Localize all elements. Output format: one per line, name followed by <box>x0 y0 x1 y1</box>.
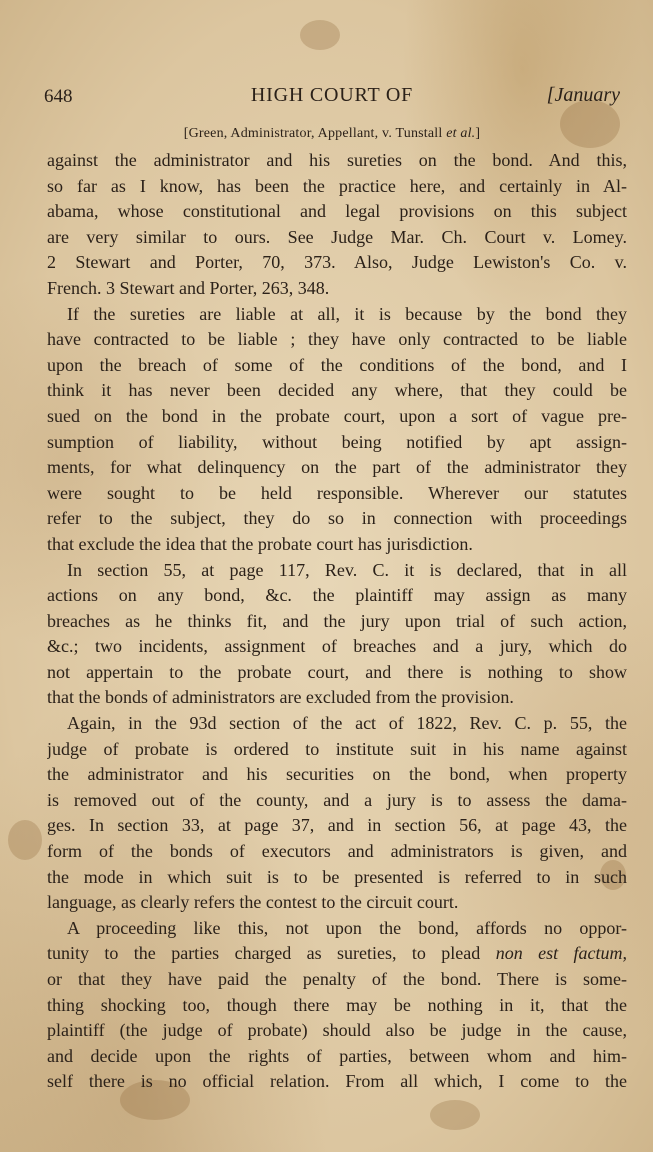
text-line: refer to the subject, they do so in connection with proceedings <box>47 508 627 529</box>
case-caption-text: [Green, Administrator, Appellant, v. Tunstall <box>183 126 443 141</box>
text-line: is removed out of the county, and a jury is to assess the dama- <box>47 789 627 810</box>
text-line: upon the breach of some of the conditions of the bond, and I <box>47 354 627 375</box>
body-text <box>47 148 627 1095</box>
text-line: ges. In section 33, at page 37, and in section 56, at page 43, the <box>47 815 627 836</box>
text-line: or that they have paid the penalty of the bond. There is some- <box>47 969 627 989</box>
text-line: form of the bonds of executors and administrators is given, and <box>47 841 627 862</box>
running-header <box>44 84 620 110</box>
text-line: think it has never been decided any where, that they could be <box>47 380 627 401</box>
text-line: actions on any bond, &c. the plaintiff may assign as many <box>47 585 627 606</box>
running-month: [January <box>546 84 620 106</box>
case-caption-etal: et al. <box>446 126 476 141</box>
text-line: 2 Stewart and Porter, 70, 373. Also, Judge Lewiston's Co. v. <box>47 252 627 273</box>
page-number: 648 <box>44 86 73 107</box>
text-line: not appertain to the probate court, and there is nothing to show <box>47 661 627 682</box>
text-line: were sought to be held responsible. Wherever our statutes <box>47 482 627 503</box>
text-line: have contracted to be liable ; they have only contracted to be liable <box>47 329 627 350</box>
text-line-with-italic <box>47 941 627 967</box>
text-line: language, as clearly refers the contest to the circuit court. <box>47 892 459 913</box>
text-line: thing shocking too, though there may be nothing in it, that the <box>47 994 627 1015</box>
text-line: French. 3 Stewart and Porter, 263, 348. <box>47 277 330 298</box>
text-line: are very similar to ours. See Judge Mar. Ch. Court v. Lomey. <box>47 226 627 247</box>
text-line: sued on the bond in the probate court, upon a sort of vague pre- <box>47 405 627 426</box>
foxing-stain <box>300 20 340 50</box>
italic-phrase: non est factum, <box>495 943 627 964</box>
text-line: ments, for what delinquency on the part of the administrator they <box>47 457 627 478</box>
text-line: breaches as he thinks fit, and the jury upon trial of such action, <box>47 610 627 631</box>
text-line: the mode in which suit is to be presented is referred to in such <box>47 866 627 887</box>
text-line: &c.; two incidents, assignment of breaches and a jury, which do <box>47 636 627 657</box>
text-line: sumption of liability, without being notified by apt assign- <box>47 431 627 452</box>
foxing-stain <box>430 1100 480 1130</box>
text-line: self there is no official relation. From all which, I come to the <box>47 1071 627 1092</box>
text-line: that exclude the idea that the probate court has jurisdiction. <box>47 533 473 554</box>
text-line: against the administrator and his sureties on the bond. And this, <box>47 150 627 170</box>
foxing-stain <box>8 820 42 860</box>
text-line: that the bonds of administrators are excluded from the provision. <box>47 687 514 708</box>
case-caption-close: ] <box>475 126 481 141</box>
text-line: so far as I know, has been the practice here, and certainly in Al- <box>47 175 627 196</box>
text-segment: tunity to the parties charged as sureties, to plead <box>47 943 481 964</box>
text-line: and decide upon the rights of parties, between whom and him- <box>47 1045 627 1066</box>
text-line: judge of probate is ordered to institute suit in his name against <box>47 738 627 759</box>
text-line: plaintiff (the judge of probate) should also be judge in the cause, <box>47 1020 627 1041</box>
paragraph-start: In section 55, at page 117, Rev. C. it is declared, that in all <box>67 559 627 580</box>
paragraph-start: A proceeding like this, not upon the bond, affords no oppor- <box>67 917 627 938</box>
text-line: abama, whose constitutional and legal provisions on this subject <box>47 201 627 222</box>
paragraph-start: If the sureties are liable at all, it is because by the bond they <box>67 303 627 324</box>
text-line: the administrator and his securities on the bond, when property <box>47 764 627 785</box>
paragraph-start: Again, in the 93d section of the act of 1822, Rev. C. p. 55, the <box>67 713 627 734</box>
case-caption <box>44 126 620 142</box>
running-title: HIGH COURT OF <box>250 84 414 106</box>
